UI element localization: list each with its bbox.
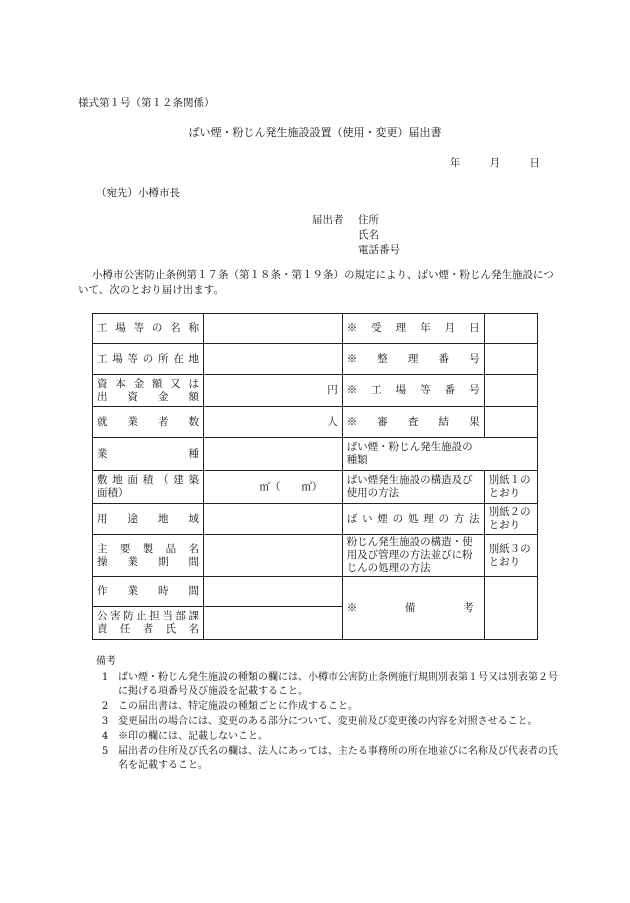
products-field[interactable] [203, 535, 342, 577]
industry-field[interactable] [203, 438, 342, 471]
employees-label: 就業者数 [93, 407, 204, 438]
officer-label: 公害防止担当部課 責任者氏名 [93, 607, 204, 640]
factory-name-label: 工場等の名称 [93, 314, 204, 344]
smoke-treatment-label: ばい煙の処理の方法 [342, 504, 484, 535]
structure-label: ばい煙発生施設の構造及び 使用の方法 [342, 471, 484, 504]
industry-label: 業種 [93, 438, 204, 471]
table-row [93, 535, 538, 577]
employees-field[interactable]: 人 [203, 407, 342, 438]
table-row [93, 577, 538, 607]
applicant-label: 届出者 [312, 214, 344, 226]
note-item: 3 変更届出の場合には、変更のある部分について、変更前及び変更後の内容を対照させること。 [101, 716, 538, 727]
review-result-field [484, 407, 537, 438]
officer-field[interactable] [203, 607, 342, 640]
received-date-label: ※受理年月日 [342, 314, 484, 344]
document-title: ばい煙・粉じん発生施設設置（使用・変更）届出書 [188, 126, 442, 139]
work-hours-field[interactable] [203, 577, 342, 607]
table-row [93, 375, 538, 407]
notes-heading: 備考 [96, 656, 116, 667]
table-row [93, 471, 538, 504]
applicant-block [312, 213, 400, 258]
products-label: 主要製品名 操業期間 [93, 535, 204, 577]
table-row [93, 407, 538, 438]
applicant-phone-label: 電話番号 [358, 244, 400, 256]
zoning-field[interactable] [203, 504, 342, 535]
date-year: 年 [449, 157, 461, 169]
table-row [93, 504, 538, 535]
table-row [93, 314, 538, 344]
applicant-address-label: 住所 [358, 214, 379, 226]
note-item: 1 ばい煙・粉じん発生施設の種類の欄には、小樽市公害防止条例施行規則別表第１号又は別表第２号に掲げる項番号及び施設を記載すること。 [101, 672, 558, 697]
zoning-label: 用途地域 [93, 504, 204, 535]
application-table [92, 313, 538, 640]
addressee: （宛先）小樽市長 [96, 187, 180, 199]
ref-number-field [484, 344, 537, 375]
dust-label: 粉じん発生施設の構造・使 用及び管理の方法並びに粉 じんの処理の方法 [342, 535, 484, 577]
review-result-label: ※審査結果 [342, 407, 484, 438]
factory-number-label: ※工場等番号 [342, 375, 484, 407]
note-item: 5 届出者の住所及び氏名の欄は、法人にあっては、主たる事務所の所在地並びに名称及び代表者の氏名を記載すること。 [101, 746, 558, 771]
attachment-2: 別紙２の とおり [484, 504, 537, 535]
table-row [93, 344, 538, 375]
remarks-label: ※備考 [342, 577, 484, 640]
date-day: 日 [529, 157, 540, 169]
site-area-label: 敷地面積（建築 面積） [93, 471, 204, 504]
received-date-field [484, 314, 537, 344]
date-line [424, 156, 540, 170]
applicant-name-label: 氏名 [358, 229, 379, 241]
intro-paragraph: 小樽市公害防止条例第１７条（第１８条・第１９条）の規定により、ばい煙・粉じん発生施設について、次のとおり届け出ます。 [78, 269, 554, 296]
factory-number-field [484, 375, 537, 407]
capital-label: 資本金額又は 出資金額 [93, 375, 204, 407]
factory-location-label: 工場等の所在地 [93, 344, 204, 375]
work-hours-label: 作業時間 [93, 577, 204, 607]
table-row [93, 438, 538, 471]
date-month: 月 [489, 157, 501, 169]
site-area-field[interactable]: ㎡（ ㎡） [203, 471, 342, 504]
attachment-3: 別紙３の とおり [484, 535, 537, 577]
capital-field[interactable]: 円 [203, 375, 342, 407]
attachment-1: 別紙１の とおり [484, 471, 537, 504]
notes-section [92, 655, 562, 774]
form-number: 様式第１号（第１２条関係） [78, 97, 215, 109]
factory-name-field[interactable] [203, 314, 342, 344]
note-item: 2 この届出書は、特定施設の種類ごとに作成すること。 [101, 701, 358, 712]
factory-location-field[interactable] [203, 344, 342, 375]
remarks-field [484, 577, 537, 640]
ref-number-label: ※整理番号 [342, 344, 484, 375]
note-item: 4 ※印の欄には、記載しないこと。 [101, 731, 268, 742]
facility-type-label: ばい煙・粉じん発生施設の 種類 [342, 438, 537, 471]
